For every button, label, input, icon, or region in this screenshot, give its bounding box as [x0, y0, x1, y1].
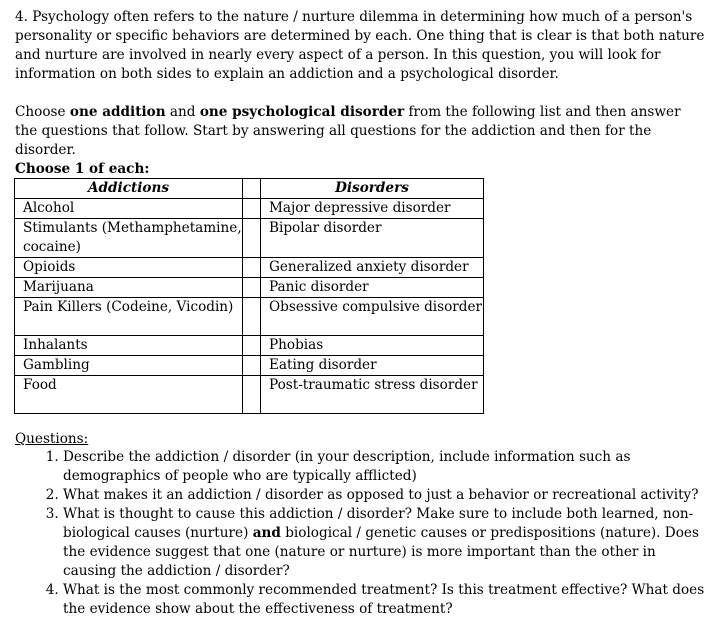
header-addictions: Addictions: [15, 179, 243, 199]
gap-cell: [243, 199, 261, 219]
question-item: 1. Describe the addiction / disorder (in your description, include information such as demographics of people who are typically afflicted): [63, 448, 705, 486]
question-item: 2. What makes it an addiction / disorder as opposed to just a behavior or recreational activity?: [63, 486, 705, 505]
questions-list: [15, 448, 705, 619]
gap-cell: [243, 219, 261, 258]
addiction-cell: Food: [15, 376, 243, 414]
gap-cell: [243, 336, 261, 356]
question-item: 4. What is the most commonly recommended treatment? Is this treatment effective? What does the evidence show about the effectiveness of treatment?: [63, 581, 705, 619]
instr-text-mid: and: [165, 104, 200, 120]
instr-text-post: from the following list and then answer the questions that follow. Start by answering all questions for the addiction and then for the disorder.: [15, 104, 681, 158]
disorder-cell: Phobias: [261, 336, 484, 356]
instructions-paragraph: [15, 103, 705, 160]
addiction-cell: Inhalants: [15, 336, 243, 356]
q3-text-post: biological / genetic causes or predispositions (nature). Does the evidence suggest that one (nature or nurture) is more important than the other in causing the addiction / disorder?: [63, 525, 699, 579]
choose-label: Choose 1 of each:: [15, 161, 150, 177]
gap-cell: [243, 258, 261, 278]
disorder-cell: Panic disorder: [261, 278, 484, 298]
disorder-cell: Post-traumatic stress disorder: [261, 376, 484, 414]
disorder-cell: Major depressive disorder: [261, 199, 484, 219]
q3-text-pre: What is thought to cause this addiction / disorder? Make sure to include both learned, non-biological causes (nurture): [63, 506, 694, 541]
addiction-cell: Stimulants (Methamphetamine, cocaine): [15, 219, 243, 258]
gap-cell: [243, 356, 261, 376]
choices-table: [14, 178, 484, 414]
disorder-cell: Obsessive compulsive disorder: [261, 298, 484, 336]
instr-bold-disorder: one psychological disorder: [199, 104, 405, 120]
gap-cell: [243, 278, 261, 298]
disorder-cell: Bipolar disorder: [261, 219, 484, 258]
addiction-cell: Gambling: [15, 356, 243, 376]
addiction-cell: Marijuana: [15, 278, 243, 298]
addiction-cell: Opioids: [15, 258, 243, 278]
gap-cell: [243, 298, 261, 336]
intro-paragraph: 4. Psychology often refers to the nature / nurture dilemma in determining how much of a person's personality or specific behaviors are determined by each. One thing that is clear is that both nature and nurture are involved in nearly every aspect of a person. In this question, you will look for information on both sides to explain an addiction and a psychological disorder.: [15, 9, 705, 82]
disorder-cell: Eating disorder: [261, 356, 484, 376]
question-item: [63, 505, 705, 581]
addiction-cell: Pain Killers (Codeine, Vicodin): [15, 298, 243, 336]
disorder-cell: Generalized anxiety disorder: [261, 258, 484, 278]
gap-cell: [243, 376, 261, 414]
q3-bold-and: and: [252, 525, 281, 541]
instr-bold-addition: one addition: [69, 104, 166, 120]
questions-heading: Questions:: [15, 431, 89, 447]
header-disorders: Disorders: [261, 179, 484, 199]
addiction-cell: Alcohol: [15, 199, 243, 219]
instr-text-pre: Choose: [15, 104, 70, 120]
header-gap: [243, 179, 261, 199]
